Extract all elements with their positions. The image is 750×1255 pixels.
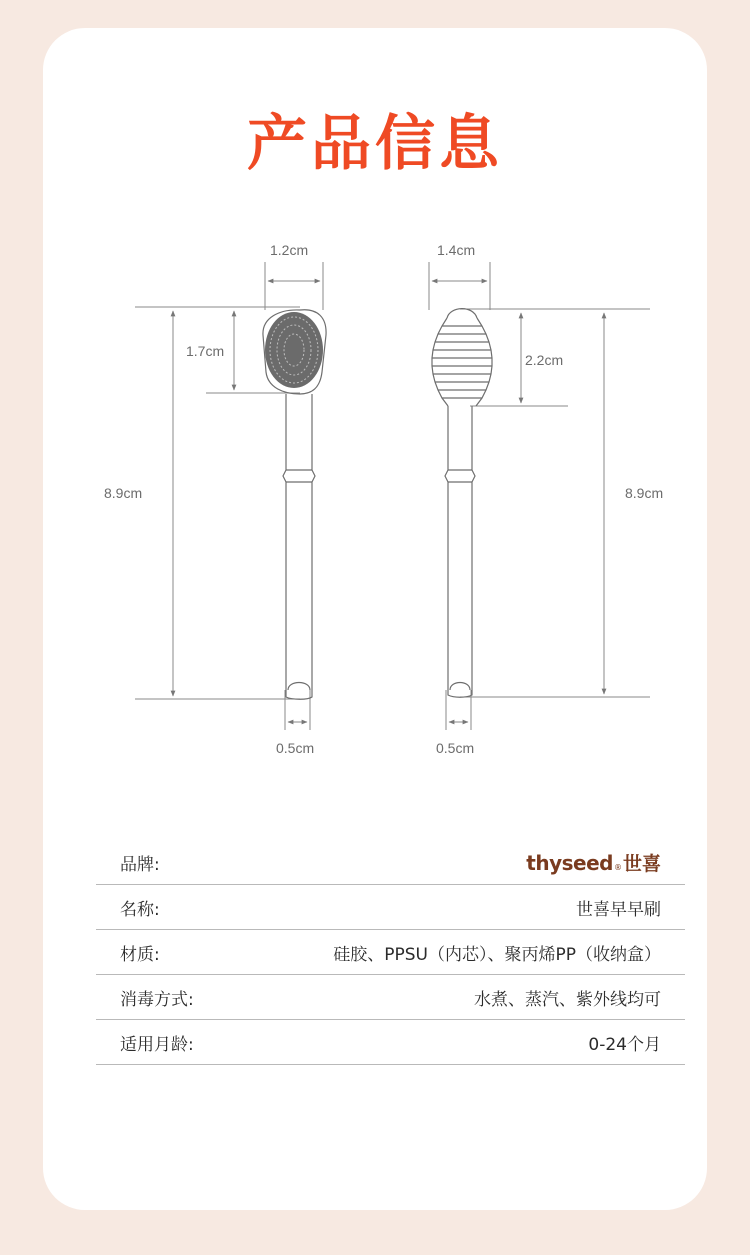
left-head-height-label: 1.7cm xyxy=(186,343,225,359)
left-base-width-label: 0.5cm xyxy=(276,740,315,756)
right-base-width-label: 0.5cm xyxy=(436,740,475,756)
left-total-length-label: 8.9cm xyxy=(104,485,143,501)
spec-table xyxy=(96,840,685,1065)
spec-row-brand xyxy=(96,840,685,885)
spec-row-age xyxy=(96,1020,685,1065)
spec-row-name xyxy=(96,885,685,930)
spec-value: 水煮、蒸汽、紫外线均可 xyxy=(474,989,661,1010)
left-bristle-pad xyxy=(265,312,323,388)
spec-row-material xyxy=(96,930,685,975)
brand-logo-reg: ® xyxy=(613,862,622,872)
brand-logo-chinese: 世喜 xyxy=(622,852,661,875)
page-title: 产品信息 xyxy=(247,109,503,179)
spec-value: 硅胶、PPSU（内芯）、聚丙烯PP（收纳盒） xyxy=(333,944,661,965)
spec-label: 适用月龄: xyxy=(120,1034,194,1055)
spec-label: 消毒方式: xyxy=(120,989,194,1010)
brand-logo xyxy=(526,849,661,876)
spec-value: 世喜早早刷 xyxy=(576,899,661,920)
spec-label: 材质: xyxy=(120,944,160,965)
spec-row-disinfection xyxy=(96,975,685,1020)
spec-label: 品牌: xyxy=(120,854,160,875)
brand-logo-latin: thyseed xyxy=(526,850,613,875)
right-toothbrush-drawing xyxy=(432,309,492,698)
spec-value: 0-24个月 xyxy=(588,1034,661,1055)
right-head-width-label: 1.4cm xyxy=(437,242,476,258)
left-head-width-label: 1.2cm xyxy=(270,242,309,258)
right-head-height-label: 2.2cm xyxy=(525,352,564,368)
right-total-length-label: 8.9cm xyxy=(625,485,664,501)
spec-label: 名称: xyxy=(120,899,160,920)
